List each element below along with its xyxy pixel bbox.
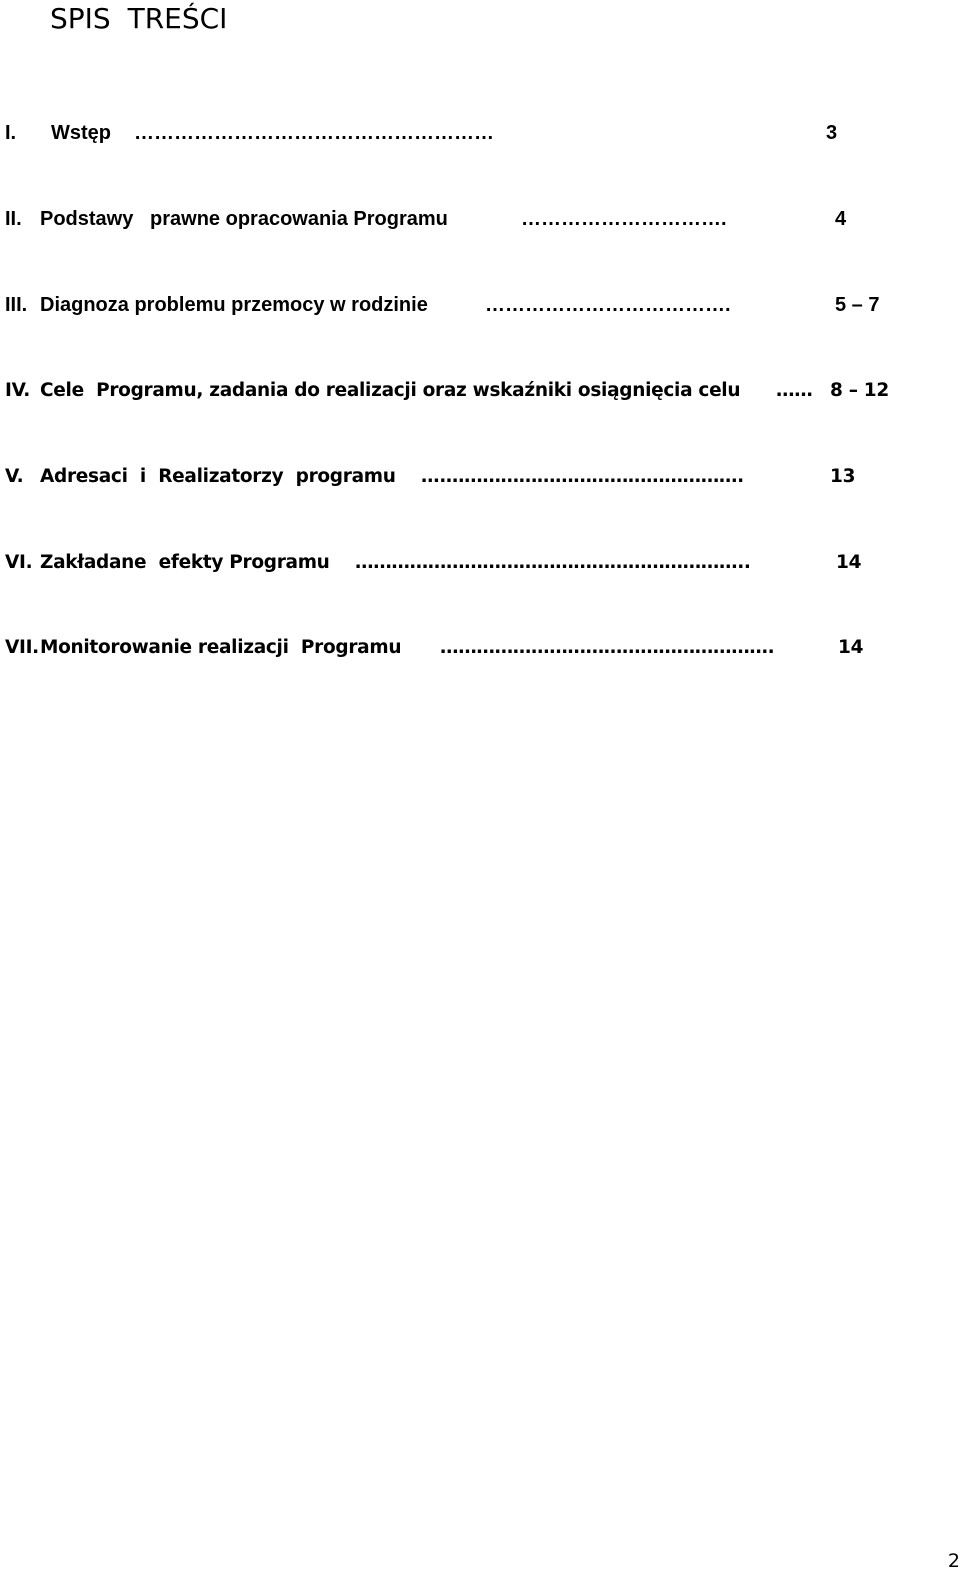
toc-entry-page: 3: [826, 122, 838, 144]
toc-entry-number: I.: [5, 122, 17, 144]
toc-entry-number: IV.: [5, 380, 30, 401]
toc-entry-title: Cele Programu, zadania do realizacji oraz wskaźniki osiągnięcia celu: [40, 380, 741, 401]
page-title: SPIS TREŚCI: [50, 2, 228, 35]
toc-entry-page: 13: [830, 466, 856, 487]
toc-entry-page: 4: [835, 208, 847, 230]
toc-entry-leader: ………………………….: [521, 208, 727, 230]
toc-entry-number: VII.: [5, 637, 39, 658]
toc-entry[interactable]: [0, 637, 864, 742]
toc-entry-leader: ……………………………………………….: [440, 637, 775, 658]
toc-entry-title: Monitorowanie realizacji Programu: [40, 637, 402, 658]
toc-entry-page: 8 – 12: [830, 380, 889, 401]
toc-entry-leader: ….………………………………………….: [421, 466, 744, 487]
toc-entry-number: II.: [5, 208, 22, 230]
toc-entry-leader: ……: [776, 380, 813, 401]
toc-entry-title: Zakładane efekty Programu: [40, 552, 330, 573]
toc-entry-number: III.: [5, 294, 28, 316]
page-number: 2: [947, 1550, 960, 1572]
toc-entry-page: 5 – 7: [835, 294, 880, 316]
toc-entry-title: Adresaci i Realizatorzy programu: [40, 466, 396, 487]
toc-entry-number: V.: [5, 466, 24, 487]
toc-entry-page: 14: [838, 637, 864, 658]
toc-entry-page: 14: [836, 552, 862, 573]
toc-entry-title: Diagnoza problemu przemocy w rodzinie: [40, 294, 428, 316]
toc-entry-leader: ………………………………………………………..: [355, 552, 751, 573]
toc-entry-number: VI.: [5, 552, 33, 573]
toc-entry-leader: ………………………………………………: [134, 122, 494, 144]
toc-entry-leader: ……………………………….: [485, 294, 731, 316]
toc-entry-title: Wstęp: [51, 122, 111, 144]
toc-entry-title: Podstawy prawne opracowania Programu: [40, 208, 448, 230]
